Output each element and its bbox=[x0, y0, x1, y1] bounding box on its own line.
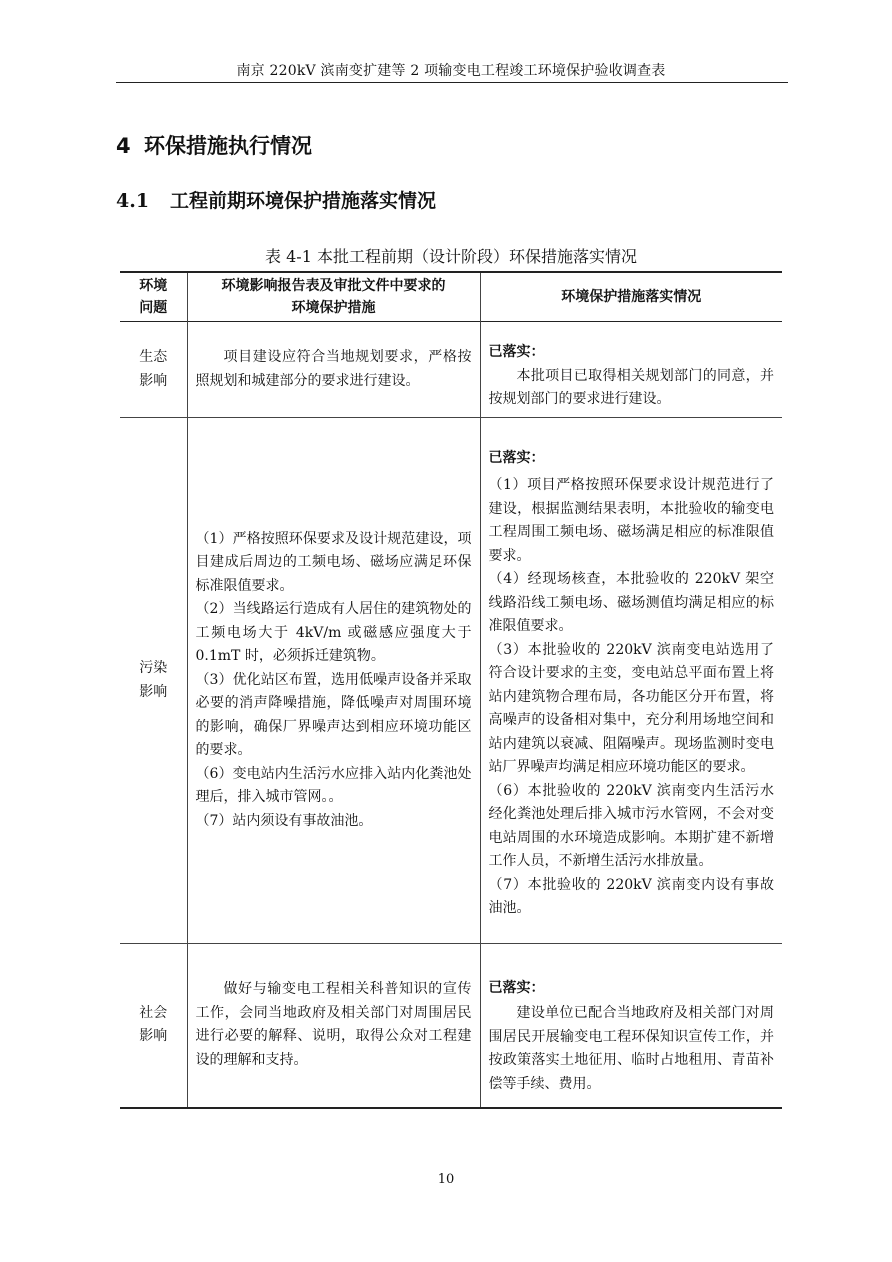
issue-line1: 社会 bbox=[139, 1004, 168, 1021]
requirement-cell bbox=[187, 418, 480, 944]
table-row-pollution bbox=[120, 418, 782, 944]
issue-line2: 影响 bbox=[139, 683, 168, 700]
implementation-cell bbox=[480, 322, 782, 418]
implementation-item: （7）本批验收的 220kV 滨南变内设有事故油池。 bbox=[488, 876, 774, 916]
table-header-row bbox=[120, 272, 782, 322]
issue-cell bbox=[120, 944, 187, 1108]
table-row-ecology bbox=[120, 322, 782, 418]
implementation-item: （4）经现场核查，本批验收的 220kV 架空线路沿线工频电场、磁场测值均满足相应的标准限值要求。 bbox=[488, 571, 774, 634]
section-number: 4 bbox=[116, 134, 131, 158]
section-title: 环保措施执行情况 bbox=[144, 134, 312, 158]
header-requirement-line2: 环境保护措施 bbox=[291, 300, 376, 316]
running-header: 南京 220kV 滨南变扩建等 2 项输变电工程竣工环境保护验收调查表 bbox=[236, 63, 666, 79]
header-issue-line1: 环境 bbox=[139, 278, 168, 294]
issue-line1: 生态 bbox=[139, 349, 168, 365]
header-requirement-line1: 环境影响报告表及审批文件中要求的 bbox=[221, 278, 446, 294]
issue-line2: 影响 bbox=[139, 1028, 168, 1045]
table-caption: 表 4-1 本批工程前期（设计阶段）环保措施落实情况 bbox=[265, 247, 637, 266]
implementation-item: （6）本批验收的 220kV 滨南变内生活污水经化粪池处理后排入城市污水管网，不会对变电站周围的水环境造成影响。本期扩建不新增工作人员，不新增生活污水排放量。 bbox=[488, 782, 774, 869]
implementation-item: （3）本批验收的 220kV 滨南变电站选用了符合设计要求的主变，变电站总平面布置上将站内建筑物合理布局，各功能区分开布置，将高噪声的设备相对集中，充分利用场地空间和站内建筑以衰减、阻隔噪声。现场监测时变电站厂界噪声均满足相应环境功能区的要求。 bbox=[488, 641, 774, 775]
requirement-item: （7）站内须设有事故油池。 bbox=[195, 812, 373, 829]
header-issue-line2: 问题 bbox=[139, 300, 168, 316]
requirement-cell bbox=[187, 944, 480, 1108]
requirement-cell bbox=[187, 322, 480, 418]
header-requirement bbox=[187, 272, 480, 322]
status-label: 已落实： bbox=[488, 344, 545, 361]
subsection-title: 工程前期环境保护措施落实情况 bbox=[170, 190, 437, 212]
issue-line1: 污染 bbox=[139, 660, 168, 676]
implementation-item: （1）项目严格按照环保要求设计规范进行了建设，根据监测结果表明，本批验收的输变电工程周围工频电场、磁场满足相应的标准限值要求。 bbox=[488, 477, 774, 564]
header-rule bbox=[116, 82, 788, 83]
issue-line2: 影响 bbox=[139, 372, 168, 389]
issue-cell bbox=[120, 418, 187, 944]
measures-table bbox=[120, 271, 782, 1109]
subsection-number: 4.1 bbox=[116, 190, 150, 212]
requirement-text: 项目建设应符合当地规划要求，严格按照规划和城建部分的要求进行建设。 bbox=[195, 349, 472, 389]
header-issue bbox=[120, 272, 187, 322]
implementation-text: 建设单位已配合当地政府及相关部门对周围居民开展输变电工程环保知识宣传工作，并按政策落实土地征用、临时占地租用、青苗补偿等手续、费用。 bbox=[488, 1005, 774, 1092]
header-implementation: 环境保护措施落实情况 bbox=[480, 272, 782, 322]
implementation-cell bbox=[480, 418, 782, 944]
status-label: 已落实： bbox=[488, 979, 545, 996]
page-number: 10 bbox=[437, 1172, 455, 1187]
requirement-item: （2）当线路运行造成有人居住的建筑物处的工频电场大于 4kV/m 或磁感应强度大于 0.1mT 时，必须拆迁建筑物。 bbox=[195, 601, 472, 665]
section-heading bbox=[116, 130, 312, 160]
requirement-text: 做好与输变电工程相关科普知识的宣传工作，会同当地政府及相关部门对周围居民进行必要的解释、说明，取得公众对工程建设的理解和支持。 bbox=[195, 981, 472, 1068]
table-row-society bbox=[120, 944, 782, 1108]
status-label: 已落实： bbox=[488, 449, 545, 466]
requirement-item: （3）优化站区布置，选用低噪声设备并采取必要的消声降噪措施，降低噪声对周围环境的影响，确保厂界噪声达到相应环境功能区的要求。 bbox=[195, 671, 472, 759]
subsection-heading bbox=[116, 186, 436, 213]
implementation-text: 本批项目已取得相关规划部门的同意，并按规划部门的要求进行建设。 bbox=[488, 367, 774, 408]
requirement-item: （6）变电站内生活污水应排入站内化粪池处理后，排入城市管网。。 bbox=[195, 765, 472, 806]
issue-cell bbox=[120, 322, 187, 418]
implementation-cell bbox=[480, 944, 782, 1108]
requirement-item: （1）严格按照环保要求及设计规范建设，项目建成后周边的工频电场、磁场应满足环保标准限值要求。 bbox=[195, 530, 472, 594]
